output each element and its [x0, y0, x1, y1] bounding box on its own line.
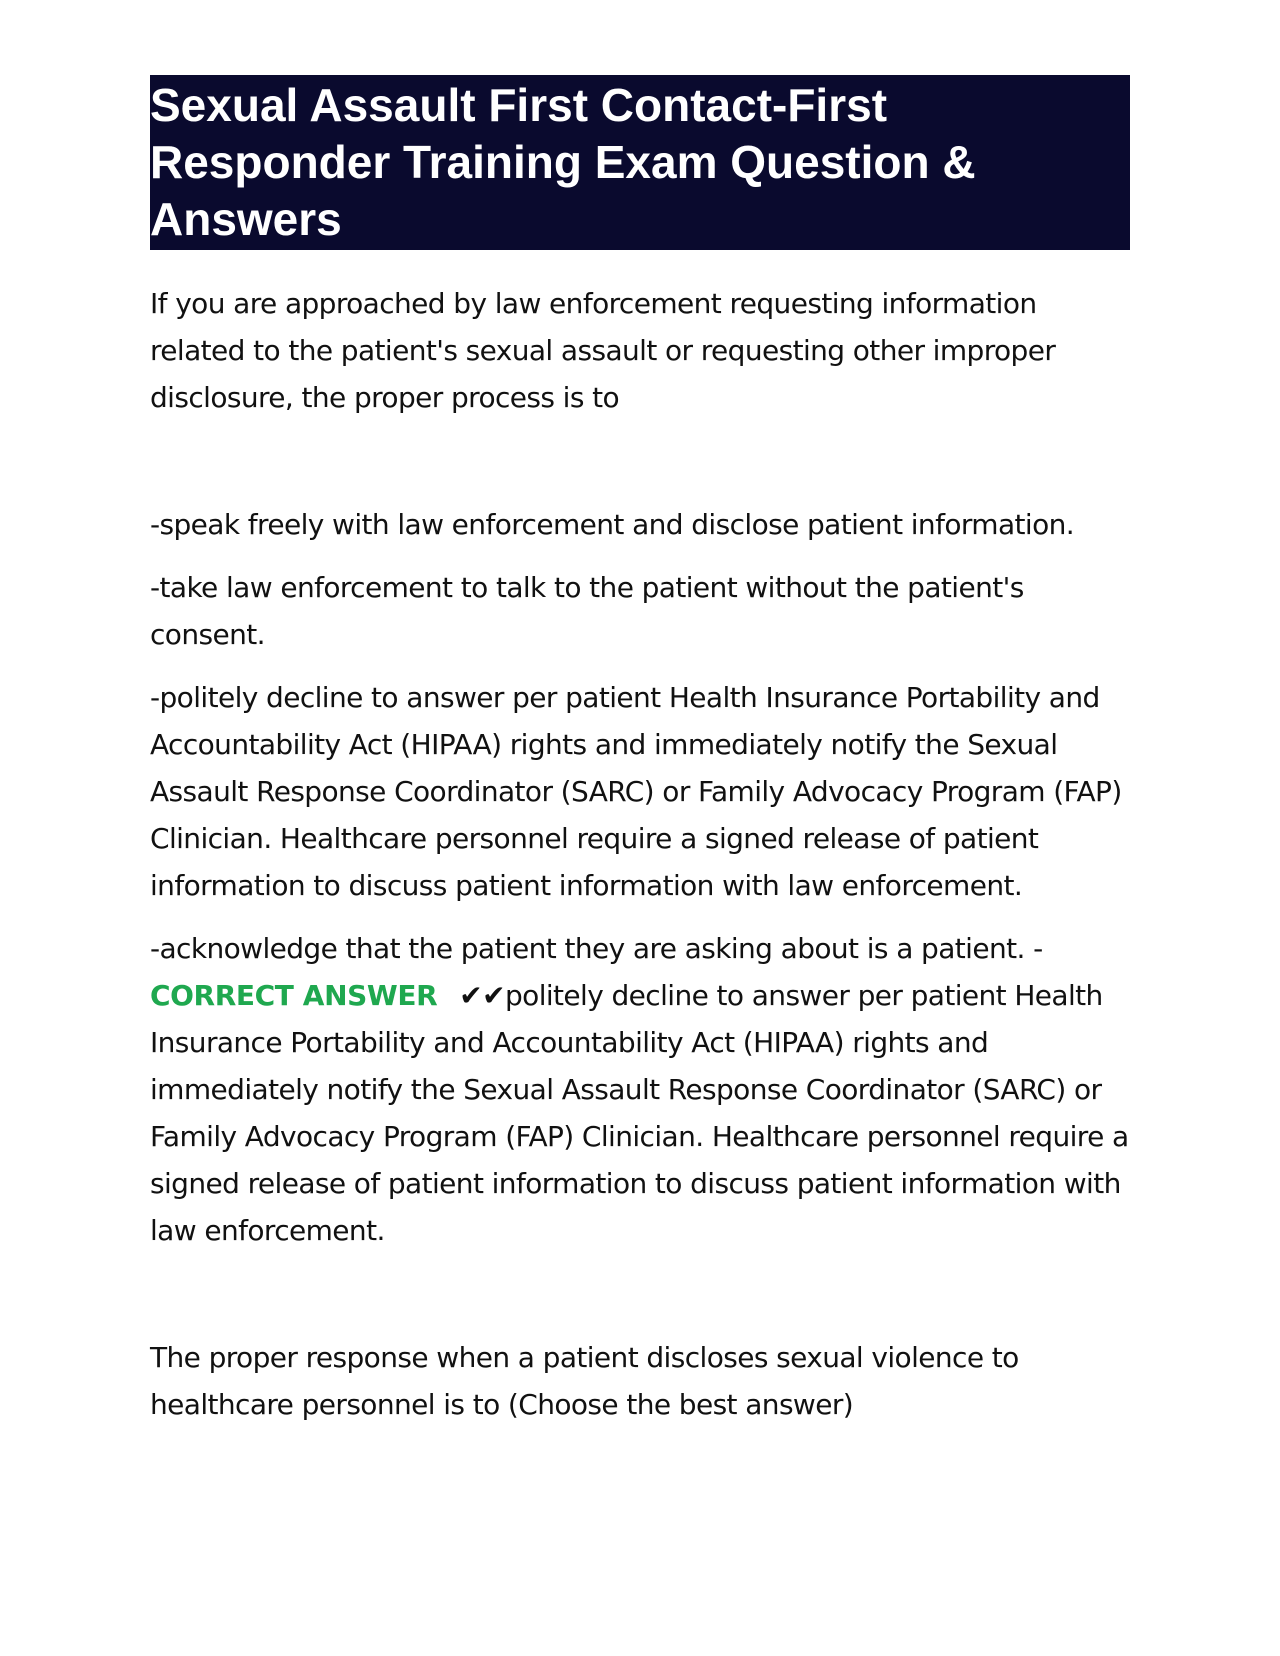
document-title: Sexual Assault First Contact-First Responder Training Exam Question & Answers: [150, 75, 1130, 250]
question-1-option-a: -speak freely with law enforcement and disclose patient information.: [150, 508, 1075, 541]
question-1-correct-answer-block: [150, 972, 1130, 1254]
question-1-option-c: -politely decline to answer per patient Health Insurance Portability and Accountability Act (HIPAA) rights and immediately notify the Sexual Assault Response Coordinator (SARC) or Family Advocacy Program (FAP) Clinician. Healthcare personnel require a signed release of patient information to discuss patient information with law enforcement.: [150, 681, 1122, 902]
question-1-prompt: If you are approached by law enforcement requesting information related to the patient's sexual assault or requesting other improper disclosure, the proper process is to: [150, 287, 1056, 414]
correct-answer-text: politely decline to answer per patient Health Insurance Portability and Accountability Act (HIPAA) rights and immediately notify the Sexual Assault Response Coordinator (SARC) or Family Advocacy Program (FAP) Clinician. Healthcare personnel require a signed release of patient information to discuss patient information with law enforcement.: [150, 979, 1129, 1247]
question-1-option-b: -take law enforcement to talk to the patient without the patient's consent.: [150, 571, 1024, 651]
document-page: [150, 75, 1130, 1428]
checkmark-icon: ✔✔: [459, 979, 505, 1012]
question-2-prompt: The proper response when a patient discloses sexual violence to healthcare personnel is to (Choose the best answer): [150, 1341, 1019, 1421]
question-1-option-d: -acknowledge that the patient they are asking about is a patient. -: [150, 932, 1043, 965]
correct-answer-label: CORRECT ANSWER: [150, 979, 438, 1012]
spacer: [150, 421, 1130, 501]
